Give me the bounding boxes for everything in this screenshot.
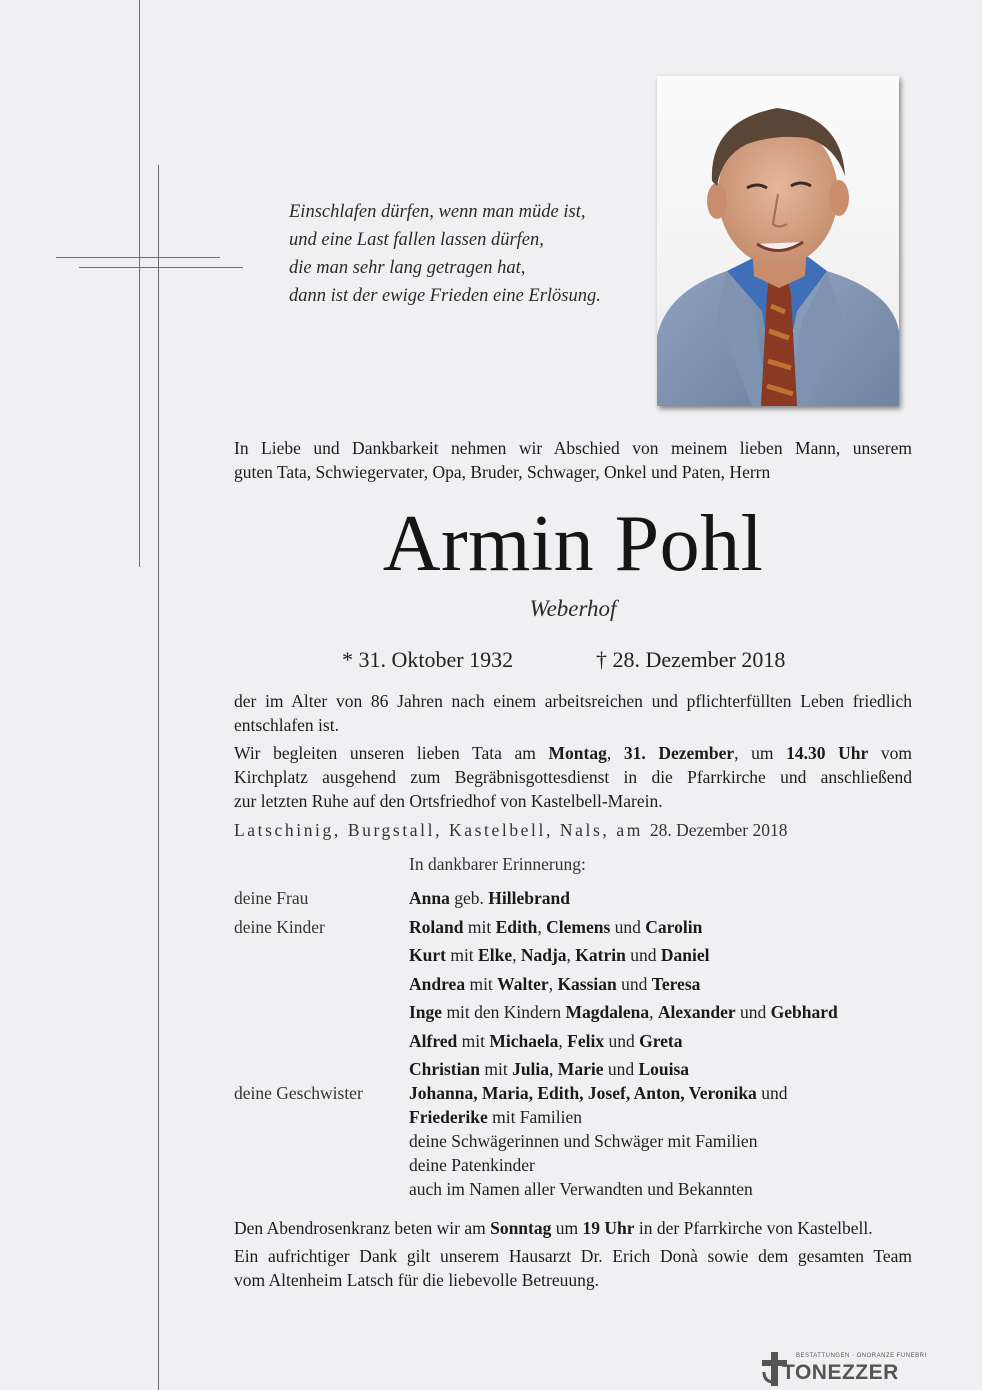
funeral-line: Wir begleiten unseren lieben Tata am Montag, 31. Dezember, um 14.30 Uhr vom xyxy=(234,743,912,763)
poem-line: die man sehr lang getragen hat, xyxy=(289,258,526,278)
sibling-entry: Johanna, Maria, Edith, Josef, Anton, Veronika und xyxy=(409,1083,788,1103)
rosary-text: Den Abendrosenkranz beten wir am Sonntag um 19 Uhr in der Pfarrkirche von Kastelbell. xyxy=(234,1218,873,1238)
age-text xyxy=(234,689,912,737)
cross-horizontal-line-top xyxy=(56,257,220,258)
thanks-line: Ein aufrichtiger Dank gilt unserem Hausarzt Dr. Erich Donà sowie dem gesamten Team xyxy=(234,1246,912,1266)
poem xyxy=(289,198,601,310)
logo-title: TONEZZER xyxy=(782,1361,899,1384)
intro-line: In Liebe und Dankbarkeit nehmen wir Abschied von meinem lieben Mann, unserem xyxy=(234,438,912,458)
child-entry: Kurt mit Elke, Nadja, Katrin und Daniel xyxy=(409,945,710,965)
birth-date: * 31. Oktober 1932 xyxy=(342,647,514,672)
cross-vertical-line-right xyxy=(158,165,159,1390)
funeral-line: zur letzten Ruhe auf den Ortsfriedhof von Kastelbell-Marein. xyxy=(234,791,663,811)
farm-name: Weberhof xyxy=(529,596,617,621)
other-relatives: deine Patenkinder xyxy=(409,1155,535,1175)
cross-vertical-line-left xyxy=(139,0,140,567)
funeral-day: Montag xyxy=(548,743,607,763)
funeral-date: 31. Dezember xyxy=(623,743,735,763)
thanks-line: vom Altenheim Latsch für die liebevolle Betreuung. xyxy=(234,1270,599,1290)
funeral-text xyxy=(234,741,912,813)
age-line: entschlafen ist. xyxy=(234,715,339,735)
poem-line: und eine Last fallen lassen dürfen, xyxy=(289,230,544,250)
place-date: Latschinig, Burgstall, Kastelbell, Nals, am 28. Dezember 2018 xyxy=(234,820,788,840)
child-entry: Christian mit Julia, Marie und Louisa xyxy=(409,1059,690,1079)
funeral-line: Kirchplatz ausgehend zum Begräbnisgottesdienst in die Pfarrkirche und anschließend xyxy=(234,767,912,787)
other-relatives: deine Schwägerinnen und Schwäger mit Familien xyxy=(409,1131,758,1151)
funeral-time: 14.30 Uhr xyxy=(786,743,869,763)
thanks-text xyxy=(234,1244,912,1292)
portrait-photo xyxy=(657,76,899,406)
poem-line: dann ist der ewige Frieden eine Erlösung. xyxy=(289,286,601,306)
sibling-entry: Friederike mit Familien xyxy=(409,1107,583,1127)
other-relatives: auch im Namen aller Verwandten und Bekannten xyxy=(409,1179,753,1199)
child-entry: Inge mit den Kindern Magdalena, Alexander und Gebhard xyxy=(409,1002,838,1022)
death-date: † 28. Dezember 2018 xyxy=(596,647,786,672)
intro-text xyxy=(234,436,912,484)
child-entry: Andrea mit Walter, Kassian und Teresa xyxy=(409,974,701,994)
intro-line: guten Tata, Schwiegervater, Opa, Bruder, Schwager, Onkel und Paten, Herrn xyxy=(234,462,771,482)
age-line: der im Alter von 86 Jahren nach einem arbeitsreichen und pflichterfüllten Leben friedlich xyxy=(234,691,912,711)
deceased-name: Armin Pohl xyxy=(382,500,764,588)
label-wife: deine Frau xyxy=(234,888,309,908)
cross-horizontal-line-bottom xyxy=(79,267,243,268)
child-entry: Roland mit Edith, Clemens und Carolin xyxy=(409,917,703,937)
label-siblings: deine Geschwister xyxy=(234,1083,363,1103)
logo-subtitle: BESTATTUNGEN · ONORANZE FUNEBRI xyxy=(796,1353,927,1359)
poem-line: Einschlafen dürfen, wenn man müde ist, xyxy=(289,202,586,222)
dank-heading: In dankbarer Erinnerung: xyxy=(409,854,586,874)
wife-entry: Anna geb. Hillebrand xyxy=(409,888,570,908)
label-children: deine Kinder xyxy=(234,917,325,937)
child-entry: Alfred mit Michaela, Felix und Greta xyxy=(409,1031,683,1051)
